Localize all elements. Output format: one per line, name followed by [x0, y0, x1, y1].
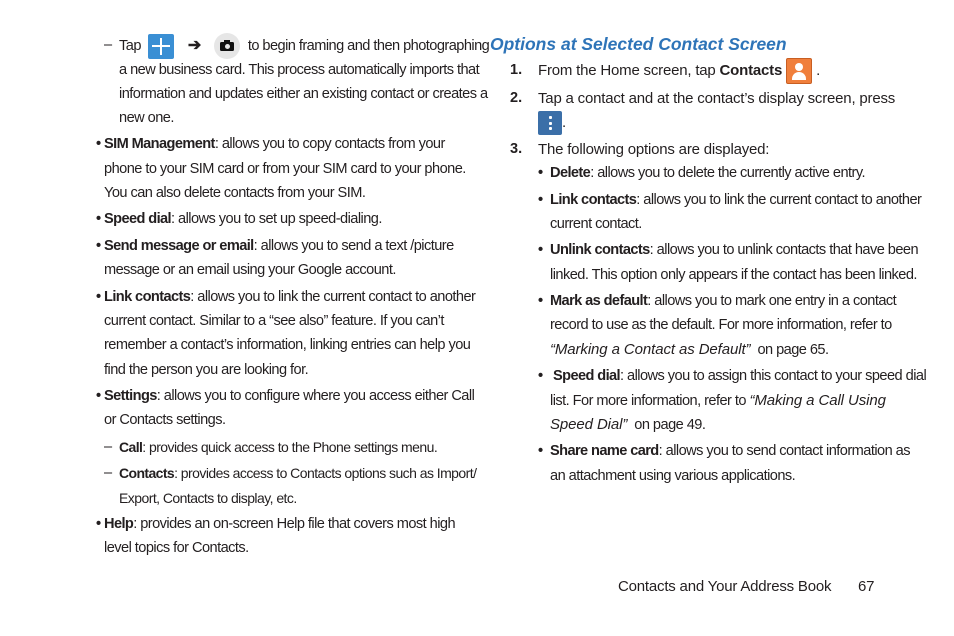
tap-line-3: information and updates either an existing contact or creates a	[119, 86, 488, 102]
bullet: •	[538, 192, 543, 208]
call-sub-item: Call: provides quick access to the Phone settings menu.	[119, 439, 438, 455]
link-option-line-2: current contact.	[550, 216, 642, 232]
step-number: 2.	[510, 90, 523, 106]
default-option-line-3: “Marking a Contact as Default” on page 65.	[550, 341, 829, 358]
contacts-sub-item: Contacts: provides access to Contacts options such as Import/	[119, 465, 477, 481]
add-icon	[148, 34, 174, 59]
default-option-line-2: record to use as the default. For more information, refer to	[550, 317, 892, 333]
link-line-4: find the person you are looking for.	[104, 362, 309, 378]
bullet: •	[538, 293, 543, 309]
cross-reference-link[interactable]: Speed Dial”	[550, 416, 628, 433]
bullet: •	[538, 165, 543, 181]
tap-instruction: Tap ➔ to begin framing and then photographing	[119, 33, 459, 59]
unlink-contacts-option: Unlink contacts: allows you to unlink contacts that have been	[550, 242, 919, 258]
contacts-line-2: Export, Contacts to display, etc.	[119, 490, 297, 506]
speed-option-line-2: list. For more information, refer to “Making a Call Using	[550, 392, 886, 409]
bullet: •	[96, 289, 101, 305]
bullet: •	[538, 242, 543, 258]
unlink-option-line-2: linked. This option only appears if the contact has been linked.	[550, 267, 917, 283]
footer-title: Contacts and Your Address Book	[618, 578, 832, 595]
link-contacts-item: Link contacts: allows you to link the current contact to another	[104, 289, 476, 305]
step-number: 3.	[510, 141, 523, 157]
share-option-line-2: an attachment using various applications.	[550, 468, 796, 484]
bullet: •	[96, 238, 101, 254]
contacts-icon	[786, 58, 812, 84]
settings-item: Settings: allows you to configure where you access either Call	[104, 388, 475, 404]
link-contacts-option: Link contacts: allows you to link the current contact to another	[550, 192, 922, 208]
dash-marker: –	[104, 465, 112, 481]
bullet: •	[96, 136, 101, 152]
tap-line-2: a new business card. This process automatically imports that	[119, 62, 480, 78]
step-3: The following options are displayed:	[538, 141, 770, 158]
dash-marker: –	[104, 439, 112, 455]
section-heading: Options at Selected Contact Screen	[490, 34, 787, 54]
help-item: Help: provides an on-screen Help file that covers most high	[104, 516, 456, 532]
camera-icon	[214, 33, 240, 59]
speed-dial-option: Speed dial: allows you to assign this contact to your speed dial	[553, 368, 927, 384]
bullet: •	[96, 516, 101, 532]
cross-reference-link[interactable]: “Marking a Contact as Default”	[550, 341, 751, 358]
step-2: Tap a contact and at the contact’s display screen, press	[538, 90, 896, 107]
delete-option: Delete: allows you to delete the currently active entry.	[550, 165, 865, 181]
settings-line-2: or Contacts settings.	[104, 412, 226, 428]
sim-management-item: SIM Management: allows you to copy contacts from your	[104, 136, 445, 152]
sim-line-2: phone to your SIM card or from your SIM card to your phone.	[104, 161, 466, 177]
page-number: 67	[858, 578, 875, 595]
share-name-card-option: Share name card: allows you to send contact information as	[550, 443, 910, 459]
step-1: From the Home screen, tap Contacts .	[538, 57, 820, 84]
sim-line-3: You can also delete contacts from your SIM.	[104, 185, 366, 201]
menu-icon	[538, 111, 562, 135]
send-message-item: Send message or email: allows you to send a text /picture	[104, 238, 454, 254]
bullet: •	[538, 443, 543, 459]
dash-marker: –	[104, 37, 112, 53]
speed-option-line-3: Speed Dial” on page 49.	[550, 416, 706, 433]
link-line-3: remember a contact’s information, linking entries can help you	[104, 337, 471, 353]
speed-dial-item: Speed dial: allows you to set up speed-dialing.	[104, 211, 382, 227]
bullet: •	[538, 368, 543, 384]
arrow-icon: ➔	[187, 36, 201, 54]
bullet: •	[96, 388, 101, 404]
tap-line-4: new one.	[119, 110, 174, 126]
step-2-line-2: .	[538, 109, 566, 136]
mark-default-option: Mark as default: allows you to mark one entry in a contact	[550, 293, 897, 309]
send-line-2: message or an email using your Google account.	[104, 262, 396, 278]
step-number: 1.	[510, 62, 523, 78]
help-line-2: level topics for Contacts.	[104, 540, 249, 556]
cross-reference-link[interactable]: “Making a Call Using	[749, 392, 886, 409]
bullet: •	[96, 211, 101, 227]
link-line-2: current contact. Similar to a “see also” feature. If you can’t	[104, 313, 444, 329]
